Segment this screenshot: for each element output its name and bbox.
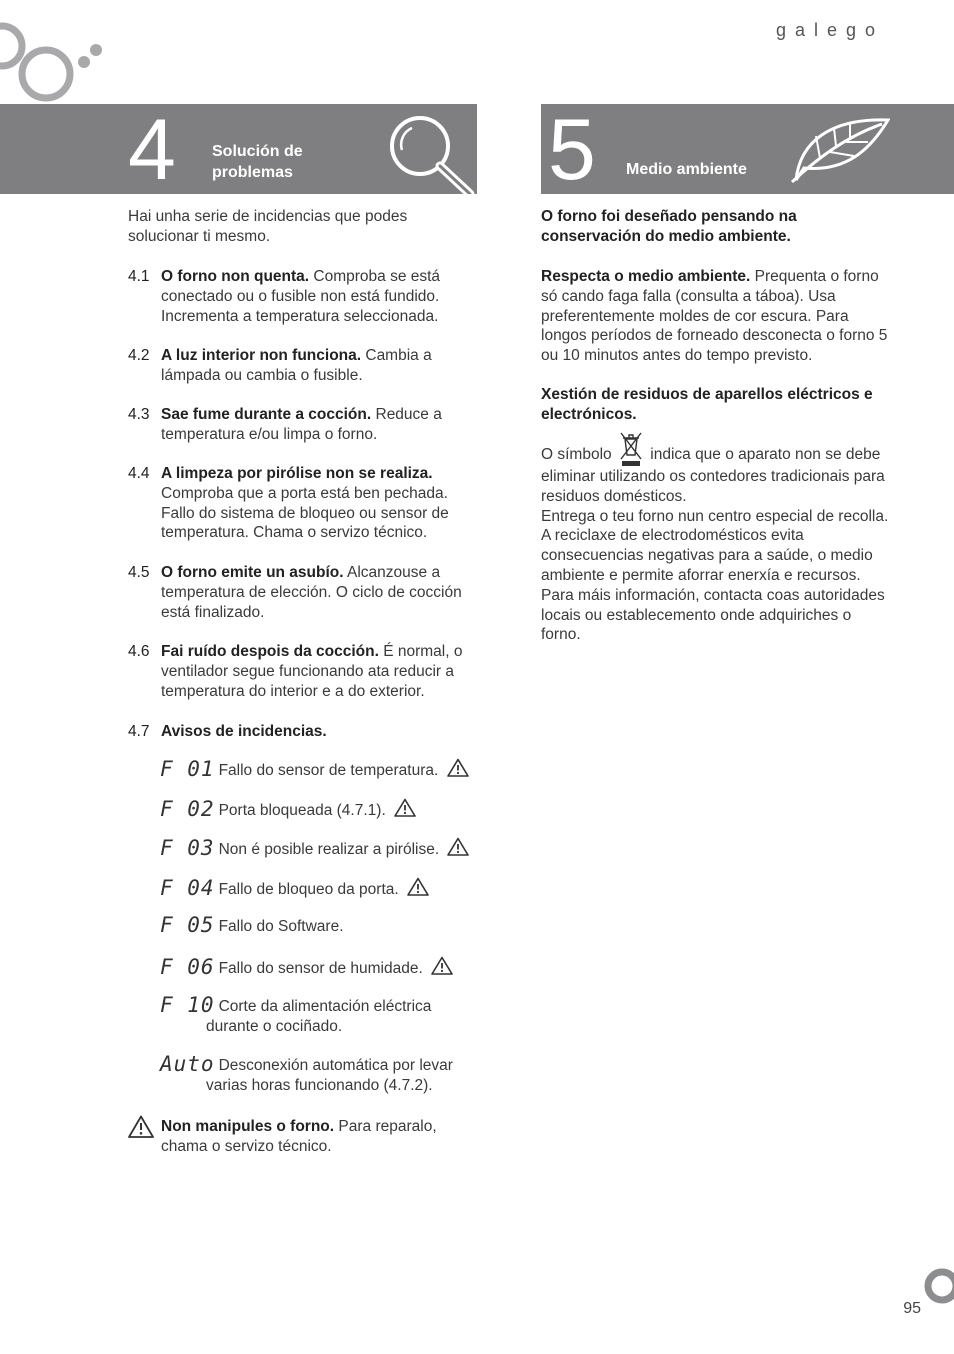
page-number: 95 — [903, 1300, 921, 1317]
warning-icon — [431, 956, 453, 975]
list-item: 4.4 A limpeza por pirólise non se realiza. Comproba que a porta está ben pechada. Fallo do sistema de bloqueo ou sensor de temperatura. Chama o servizo técnico. — [128, 465, 449, 542]
error-code-row: F 02 Porta bloqueada (4.7.1). — [160, 798, 478, 821]
section-5-waste-heading: Xestión de residuos de aparellos eléctricos e electrónicos. — [541, 386, 873, 423]
section-4-title: Solución de problemas — [212, 143, 303, 181]
section-5-number: 5 — [548, 102, 596, 198]
weee-crossed-bin-icon — [618, 431, 644, 467]
error-code-row: F 04 Fallo de bloqueo da porta. — [160, 877, 478, 900]
list-item: 4.2 A luz interior non funciona. Cambia a lámpada ou cambia o fusible. — [128, 347, 432, 384]
display-code: F 01 — [160, 757, 215, 781]
list-item: 4.5 O forno emite un asubío. Alcanzouse a temperatura de elección. O ciclo de cocción está finalizado. — [128, 564, 462, 621]
list-item: 4.1 O forno non quenta. Comproba se está conectado ou o fusible non está fundido. Incrementa a temperatura seleccionada. — [128, 268, 441, 325]
error-code-row: Auto Desconexión automática por levar varias horas funcionando (4.7.2). — [160, 1052, 453, 1094]
warning-icon — [128, 1115, 154, 1138]
section-5-lead: O forno foi deseñado pensando na conservación do medio ambiente. — [541, 208, 797, 245]
warning-note: Non manipules o forno. Para reparalo, chama o servizo técnico. — [161, 1118, 437, 1155]
language-label: galego — [776, 20, 885, 40]
display-code: F 04 — [160, 876, 215, 900]
section-4-number: 4 — [128, 102, 176, 198]
warning-icon — [407, 877, 429, 896]
warning-icon — [447, 837, 469, 856]
list-item: 4.3 Sae fume durante a cocción. Reduce a temperatura e/ou limpa o forno. — [128, 406, 442, 443]
display-code: F 05 — [160, 913, 215, 937]
error-code-row: F 06 Fallo do sensor de humidade. — [160, 956, 478, 979]
warning-icon — [447, 758, 469, 777]
display-code: Auto — [160, 1052, 215, 1076]
decorative-circle — [922, 1266, 954, 1306]
magnifier-icon — [384, 112, 476, 194]
display-code: F 02 — [160, 797, 215, 821]
list-item: 4.6 Fai ruído despois da cocción. É normal, o ventilador segue funcionando ata reducir a temperatura do interior e a do exterior. — [128, 643, 463, 700]
display-code: F 06 — [160, 955, 215, 979]
section-5-header — [541, 104, 954, 194]
section-5-symbol-paragraph: O símbolo indica que o aparato non se debe eliminar utilizando os contedores tradicionais para residuos domésticos. Entrega o teu forno nun centro especial de recolla. A reciclaxe de electrodomésticos evita consecuencias negativas para a saúde, o medio ambiente e permite aforrar enerxía e recursos. Para máis información, contacta coas autoridades locais ou establecemento onde adquiriches o forno. — [541, 445, 891, 645]
error-code-row: F 01 Fallo do sensor de temperatura. — [160, 758, 478, 781]
error-code-row: F 03 Non é posible realizar a pirólise. — [160, 837, 478, 860]
section-4-intro: Hai unha serie de incidencias que podes solucionar ti mesmo. — [128, 208, 408, 245]
brand-circles-logo — [0, 20, 110, 104]
section-5-respect: Respecta o medio ambiente. Prequenta o forno só cando faga falla (consulta a táboa). Usa preferentemente moldes de cor escura. Para longos períodos de forneado desconecta o forno 5 ou 10 minutos antes do tempo previsto. — [541, 268, 888, 365]
list-item: 4.7 Avisos de incidencias. — [128, 723, 327, 740]
leaf-icon — [790, 112, 890, 184]
warning-icon — [394, 798, 416, 817]
display-code: F 10 — [160, 993, 215, 1017]
error-code-row: F 05 Fallo do Software. — [160, 913, 344, 937]
section-5-title: Medio ambiente — [626, 161, 747, 178]
error-code-row: F 10 Corte da alimentación eléctrica durante o cociñado. — [160, 993, 432, 1035]
display-code: F 03 — [160, 836, 215, 860]
